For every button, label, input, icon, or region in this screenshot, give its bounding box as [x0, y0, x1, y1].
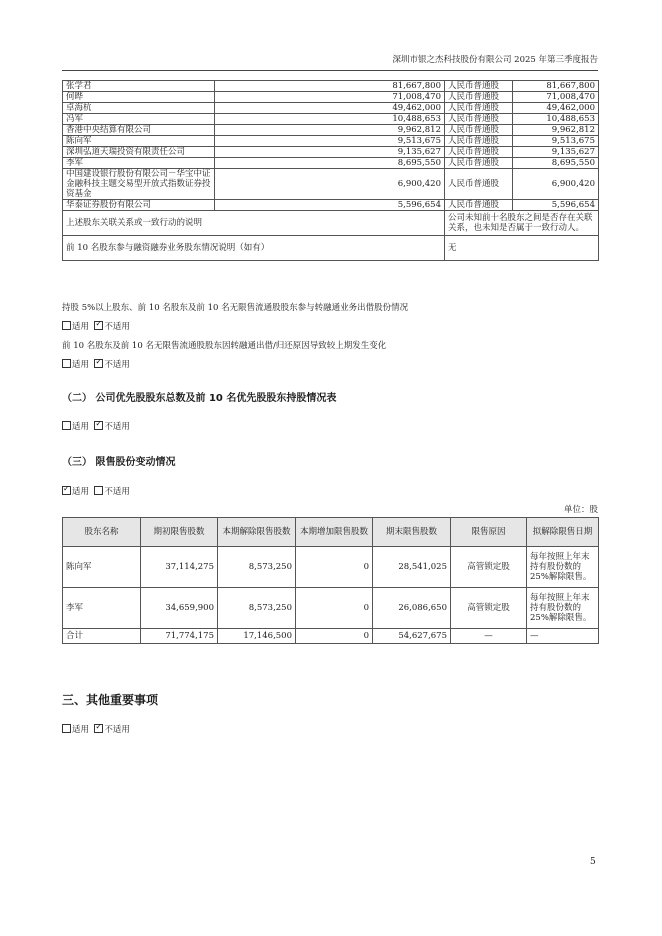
holder-share-type: 人民币普通股	[445, 158, 513, 169]
not-applicable-checkbox[interactable]	[94, 359, 103, 368]
top-holders-table	[62, 80, 599, 261]
not-applicable-label: 不适用	[104, 725, 130, 735]
section-restricted-shares-title: （三） 限售股份变动情况	[62, 457, 176, 468]
restricted-row	[63, 588, 599, 629]
lending-change-paragraph: 前 10 名股东及前 10 名无限售流通股股东因转融通出借/归还原因导致较上期发生变化	[62, 341, 387, 351]
holder-row	[63, 200, 599, 211]
holder-share-type: 人民币普通股	[445, 114, 513, 125]
holder-shares: 9,513,675	[215, 136, 445, 147]
restricted-row	[63, 547, 599, 588]
cell-reason: —	[451, 629, 527, 644]
holder-row	[63, 136, 599, 147]
applicable-checkbox[interactable]	[62, 724, 71, 733]
not-applicable-checkbox[interactable]	[94, 486, 103, 495]
applicable-label: 适用	[72, 725, 90, 735]
holder-share-qty: 6,900,420	[513, 169, 599, 200]
checkbox-row-4	[62, 485, 130, 497]
holder-shares: 81,667,800	[215, 81, 445, 92]
cell-added: 0	[296, 629, 373, 644]
margin-note-value: 无	[445, 236, 599, 261]
cell-begin: 71,774,175	[141, 629, 218, 644]
column-header: 期初限售股数	[141, 518, 218, 547]
not-applicable-label: 不适用	[104, 360, 130, 370]
applicable-checkbox[interactable]	[62, 321, 71, 330]
holder-row	[63, 114, 599, 125]
checkbox-row-3	[62, 420, 130, 432]
applicable-checkbox[interactable]	[62, 359, 71, 368]
holder-name: 冯军	[63, 114, 215, 125]
cell-end: 54,627,675	[373, 629, 451, 644]
applicable-label: 适用	[72, 422, 90, 432]
holder-share-type: 人民币普通股	[445, 81, 513, 92]
securities-lending-paragraph: 持股 5%以上股东、前 10 名股东及前 10 名无限售流通股股东参与转融通业务出借股份情况	[62, 303, 409, 313]
applicable-label: 适用	[72, 322, 90, 332]
column-header: 限售原因	[451, 518, 527, 547]
holder-share-qty: 49,462,000	[513, 103, 599, 114]
holder-name: 华泰证券股份有限公司	[63, 200, 215, 211]
cell-name: 陈向军	[63, 547, 141, 588]
unit-label: 单位：股	[563, 505, 598, 515]
holder-share-type: 人民币普通股	[445, 200, 513, 211]
cell-date: 每年按照上年末持有股份数的 25%解除限售。	[527, 547, 599, 588]
holder-share-qty: 9,513,675	[513, 136, 599, 147]
holder-share-qty: 8,695,550	[513, 158, 599, 169]
holder-share-qty: 9,962,812	[513, 125, 599, 136]
page-header: 深圳市银之杰科技股份有限公司 2025 年第三季度报告	[392, 55, 598, 65]
not-applicable-checkbox[interactable]	[94, 421, 103, 430]
holder-share-type: 人民币普通股	[445, 125, 513, 136]
section-preferred-shares-title: （二） 公司优先股股东总数及前 10 名优先股股东持股情况表	[62, 393, 337, 404]
cell-date: 每年按照上年末持有股份数的 25%解除限售。	[527, 588, 599, 629]
holder-share-qty: 71,008,470	[513, 92, 599, 103]
other-matters-title: 三、其他重要事项	[62, 693, 159, 707]
not-applicable-label: 不适用	[104, 322, 130, 332]
holder-name: 卓海杭	[63, 103, 215, 114]
margin-note-row	[63, 236, 599, 261]
cell-begin: 34,659,900	[141, 588, 218, 629]
related-note-value: 公司未知前十名股东之间是否存在关联关系，也未知是否属于一致行动人。	[445, 211, 599, 236]
holder-shares: 8,695,550	[215, 158, 445, 169]
page-number: 5	[590, 857, 596, 867]
cell-added: 0	[296, 588, 373, 629]
not-applicable-checkbox[interactable]	[94, 321, 103, 330]
holder-row	[63, 125, 599, 136]
holder-row	[63, 147, 599, 158]
applicable-checkbox[interactable]	[62, 486, 71, 495]
holder-share-qty: 81,667,800	[513, 81, 599, 92]
holder-shares: 9,135,627	[215, 147, 445, 158]
holder-shares: 10,488,653	[215, 114, 445, 125]
applicable-checkbox[interactable]	[62, 421, 71, 430]
holder-name: 中国建设银行股份有限公司－华宝中证金融科技主题交易型开放式指数证券投资基金	[63, 169, 215, 200]
holder-row	[63, 92, 599, 103]
holder-share-type: 人民币普通股	[445, 92, 513, 103]
restricted-header-row	[63, 518, 599, 547]
holder-name: 李军	[63, 158, 215, 169]
applicable-label: 适用	[72, 360, 90, 370]
holder-row	[63, 169, 599, 200]
holder-name: 何晔	[63, 92, 215, 103]
holder-name: 深圳弘道天瑞投资有限责任公司	[63, 147, 215, 158]
holder-shares: 6,900,420	[215, 169, 445, 200]
column-header: 本期增加限售股数	[296, 518, 373, 547]
holder-shares: 71,008,470	[215, 92, 445, 103]
cell-name: 合计	[63, 629, 141, 644]
holder-share-qty: 9,135,627	[513, 147, 599, 158]
not-applicable-checkbox[interactable]	[94, 724, 103, 733]
header-divider	[62, 70, 598, 71]
holder-row	[63, 81, 599, 92]
holder-share-type: 人民币普通股	[445, 147, 513, 158]
cell-end: 28,541,025	[373, 547, 451, 588]
holder-shares: 5,596,654	[215, 200, 445, 211]
not-applicable-label: 不适用	[104, 422, 130, 432]
holder-name: 香港中央结算有限公司	[63, 125, 215, 136]
related-note-row	[63, 211, 599, 236]
checkbox-row-1	[62, 320, 130, 332]
holder-shares: 9,962,812	[215, 125, 445, 136]
cell-begin: 37,114,275	[141, 547, 218, 588]
cell-date: —	[527, 629, 599, 644]
column-header: 本期解除限售股数	[218, 518, 296, 547]
holder-shares: 49,462,000	[215, 103, 445, 114]
cell-reason: 高管锁定股	[451, 588, 527, 629]
applicable-label: 适用	[72, 487, 90, 497]
holder-share-type: 人民币普通股	[445, 169, 513, 200]
cell-end: 26,086,650	[373, 588, 451, 629]
holder-share-type: 人民币普通股	[445, 136, 513, 147]
cell-name: 李军	[63, 588, 141, 629]
column-header: 拟解除限售日期	[527, 518, 599, 547]
checkbox-row-2	[62, 358, 130, 370]
related-note-label: 上述股东关联关系或一致行动的说明	[63, 211, 445, 236]
holder-row	[63, 103, 599, 114]
column-header: 期末限售股数	[373, 518, 451, 547]
cell-released: 8,573,250	[218, 547, 296, 588]
holder-share-type: 人民币普通股	[445, 103, 513, 114]
column-header: 股东名称	[63, 518, 141, 547]
not-applicable-label: 不适用	[104, 487, 130, 497]
holder-share-qty: 10,488,653	[513, 114, 599, 125]
holder-name: 陈向军	[63, 136, 215, 147]
cell-released: 17,146,500	[218, 629, 296, 644]
checkbox-row-5	[62, 723, 130, 735]
cell-added: 0	[296, 547, 373, 588]
restricted-shares-table	[62, 517, 599, 644]
holder-row	[63, 158, 599, 169]
cell-reason: 高管锁定股	[451, 547, 527, 588]
holder-share-qty: 5,596,654	[513, 200, 599, 211]
margin-note-label: 前 10 名股东参与融资融券业务股东情况说明（如有）	[63, 236, 445, 261]
restricted-total-row	[63, 629, 599, 644]
holder-name: 张学君	[63, 81, 215, 92]
cell-released: 8,573,250	[218, 588, 296, 629]
